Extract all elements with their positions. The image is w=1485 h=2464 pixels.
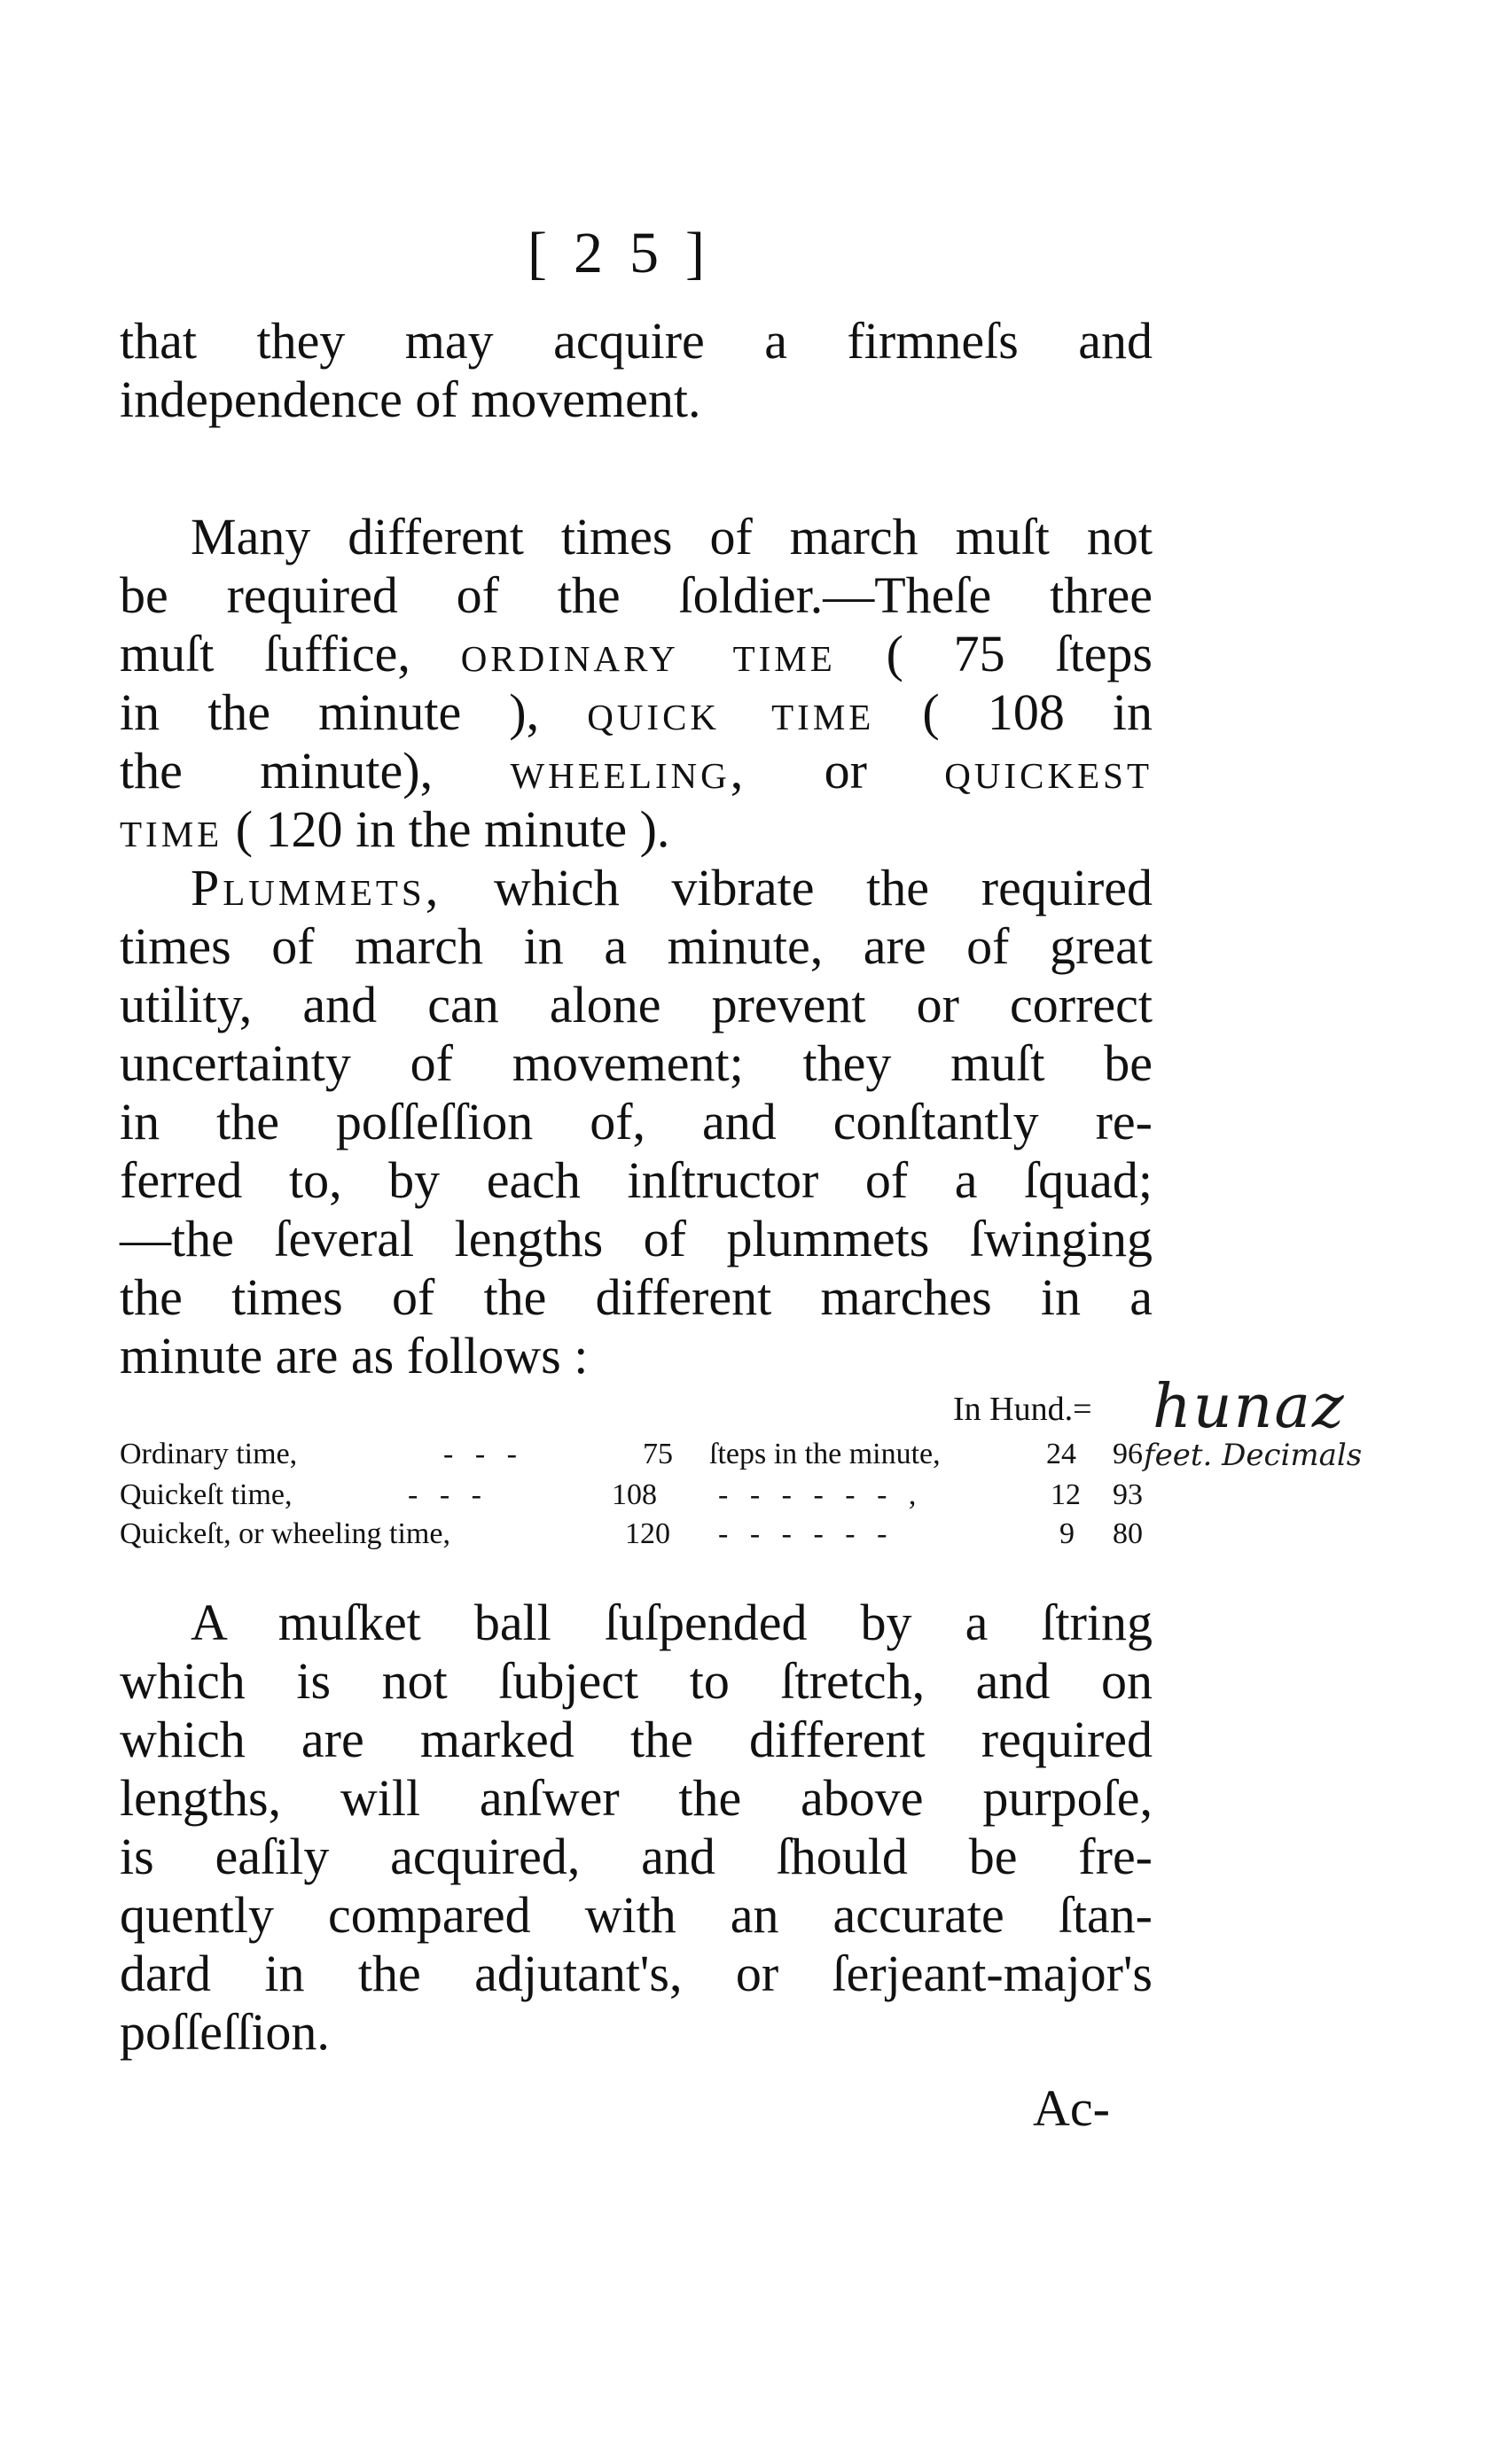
p3-line-5: in the poſſeſſion of, and conſtantly re- <box>120 1093 1153 1150</box>
row-unit: - - - - - - <box>718 1517 895 1550</box>
p3-line-1-b: which vibrate the required <box>493 859 1153 916</box>
p4-line-2: which is not ſubject to ſtretch, and on <box>120 1652 1153 1710</box>
row-hund-a: 12 <box>1051 1478 1081 1511</box>
p2-line-3-c: ( 75 ſteps <box>886 625 1153 682</box>
p1-line-2: independence of movement. <box>120 370 701 428</box>
row-hund-a: 24 <box>1046 1438 1076 1470</box>
p4-line-4: lengths, will anſwer the above purpoſe, <box>120 1769 1153 1827</box>
table-row-ordinary <box>120 1438 297 1471</box>
catchword: Ac- <box>1033 2079 1110 2137</box>
p3-line-1 <box>191 859 1153 917</box>
p3-line-9: minute are as follows : <box>120 1327 589 1384</box>
handwritten-annotation-1: hunaz <box>1153 1372 1346 1442</box>
row-unit: - - - - - - , <box>718 1478 924 1511</box>
p3-line-4: uncertainty of movement; they muſt be <box>120 1034 1153 1092</box>
page-number: 25 <box>574 221 685 285</box>
row-hund-a: 9 <box>1059 1517 1075 1550</box>
row-hund-b: 80 <box>1113 1517 1143 1550</box>
p4-line-6: quently compared with an accurate ſtan- <box>120 1886 1153 1944</box>
p4-line-7: dard in the adjutant's, or ſerjeant-major's <box>120 1945 1153 2002</box>
p2-line-4 <box>120 683 1153 742</box>
row-hund-b: 96 <box>1113 1438 1143 1470</box>
p2-line-6 <box>120 800 1153 859</box>
page-header <box>496 220 762 287</box>
p2-ordinary-time: ordinary time <box>460 625 836 682</box>
bracket-right: ] <box>685 221 731 285</box>
p2-line-5-c: or <box>824 742 867 799</box>
p2-quickest: quickest <box>944 742 1153 799</box>
p4-line-5: is eaſily acquired, and ſhould be fre- <box>120 1828 1153 1885</box>
p2-line-4-c: ( 108 in <box>922 683 1153 741</box>
p2-line-6-b: ( 120 in the minute ). <box>235 800 670 858</box>
p2-line-3 <box>120 625 1153 683</box>
handwritten-annotation-2: feet. Decimals <box>1144 1438 1363 1473</box>
p1-line-1: that they may acquire a firmneſs and <box>120 312 1153 370</box>
row-dashes: - - - <box>443 1438 524 1470</box>
p3-plummets: Plummets, <box>191 859 442 916</box>
p4-line-1: A muſket ball ſuſpended by a ſtring <box>191 1594 1153 1651</box>
p2-wheeling: wheeling, <box>510 742 747 799</box>
p3-line-2: times of march in a minute, are of great <box>120 917 1153 975</box>
p4-line-8: poſſeſſion. <box>120 2003 330 2061</box>
row-label: Ordinary time, <box>120 1438 298 1470</box>
p3-line-8: the times of the different marches in a <box>120 1268 1153 1326</box>
p2-quick-time: quick time <box>587 683 875 741</box>
row-hund-b: 93 <box>1113 1478 1143 1511</box>
row-unit: ſteps in the minute, <box>709 1438 941 1470</box>
p2-line-2: be required of the ſoldier.—Theſe three <box>120 566 1153 624</box>
p2-line-5 <box>120 742 1153 800</box>
row-steps: 120 <box>625 1517 670 1550</box>
row-label: Quickeſt time, <box>120 1478 293 1511</box>
p2-line-1: Many different times of march muſt not <box>191 508 1153 565</box>
p4-line-3: which are marked the different required <box>120 1711 1153 1768</box>
p3-line-7: —the ſeveral lengths of plummets ſwinging <box>120 1210 1153 1267</box>
bracket-left: [ <box>528 221 574 285</box>
row-steps: 75 <box>643 1438 673 1470</box>
p2-line-3-a: muſt ſuffice, <box>120 625 410 682</box>
row-dashes: - - - <box>408 1478 488 1511</box>
p2-time: time <box>120 800 223 858</box>
row-label: Quickeſt, or wheeling time, <box>120 1517 450 1550</box>
table-header: In Hund.= <box>953 1391 1092 1428</box>
row-steps: 108 <box>612 1478 657 1511</box>
p3-line-6: ferred to, by each inſtructor of a ſquad; <box>120 1151 1153 1209</box>
p2-line-5-a: the minute), <box>120 742 434 799</box>
p2-line-4-a: in the minute ), <box>120 683 540 741</box>
p3-line-3: utility, and can alone prevent or correct <box>120 976 1153 1033</box>
